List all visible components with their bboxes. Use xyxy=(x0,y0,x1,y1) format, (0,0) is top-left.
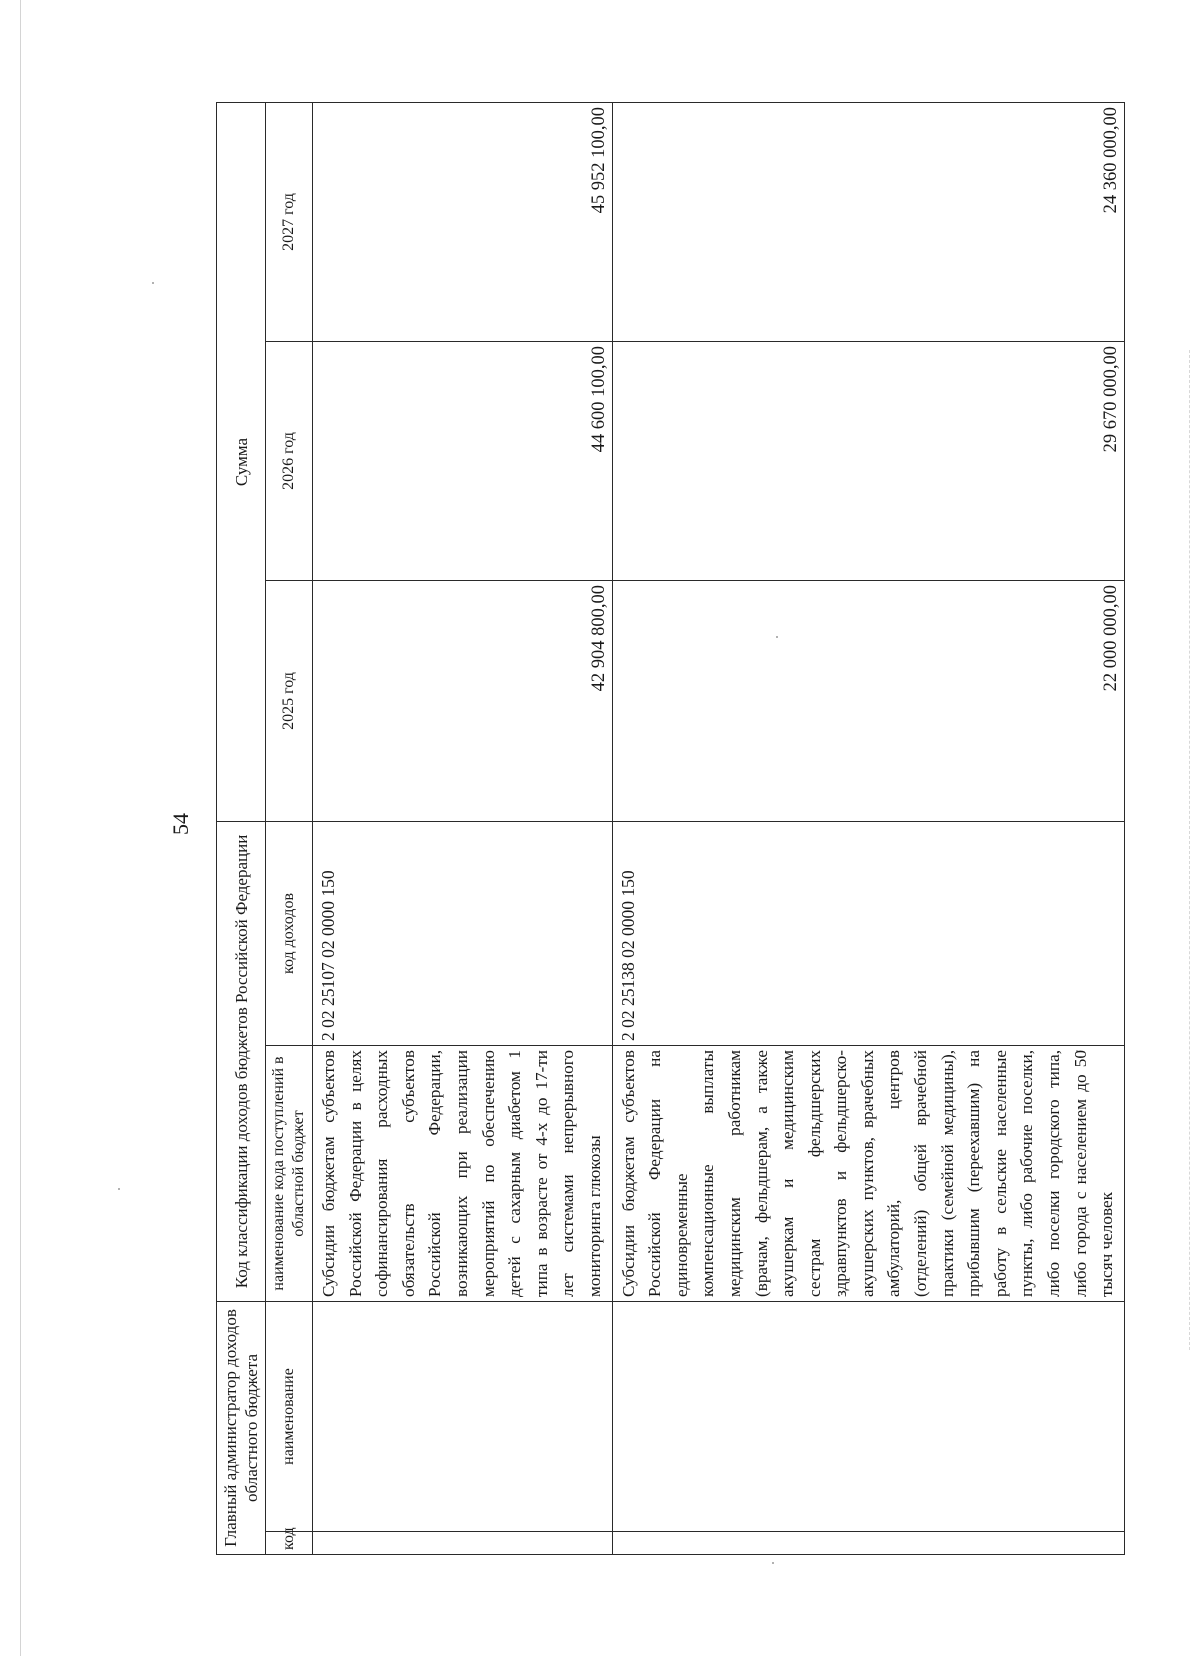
table-row xyxy=(612,102,1124,1554)
header-classification: Код классификации доходов бюджетов Российской Федерации xyxy=(217,821,266,1301)
header-col-name: наименование xyxy=(266,1302,313,1532)
income-code-cell: 2 02 25107 02 0000 150 xyxy=(313,821,613,1045)
header-year-2027: 2027 год xyxy=(266,102,313,341)
income-name-cell: Субсидии бюджетам субъектов Российской Федерации в целях софинансирования расходных обязательств субъектов Российской Федерации, возникающих при реализации мероприятий по обеспечению детей с сахарным диабетом 1 типа в возрасте от 4-х до 17-ти лет системами непрерывного мониторинга глюкозы xyxy=(313,1046,613,1302)
header-sum: Сумма xyxy=(217,102,266,821)
admin-code-cell xyxy=(313,1532,613,1555)
header-col-income-code: код доходов xyxy=(266,821,313,1045)
income-code-cell: 2 02 25138 02 0000 150 xyxy=(612,821,1124,1045)
amount-2026: 29 670 000,00 xyxy=(612,341,1124,580)
table-row xyxy=(313,102,613,1554)
amount-2027: 45 952 100,00 xyxy=(313,102,613,341)
budget-income-table xyxy=(216,102,1125,1555)
admin-name-cell xyxy=(612,1302,1124,1532)
header-year-2025: 2025 год xyxy=(266,580,313,821)
header-col-income-name: наименование кода поступлений в областной бюджет xyxy=(266,1046,313,1302)
amount-2025: 22 000 000,00 xyxy=(612,580,1124,821)
header-row-1 xyxy=(217,102,266,1554)
amount-2026: 44 600 100,00 xyxy=(313,341,613,580)
header-admin: Главный администратор доходов областного бюджета xyxy=(217,1302,266,1555)
income-name-cell: Субсидии бюджетам субъектов Российской Федерации на единовременные компенсационные выплаты медицинским работникам (врачам, фельдшерам, а также акушеркам и медицинским сестрам фельдшерских здравпунктов и фельдшерско-акушерских пунктов, врачебных амбулаторий, центров (отделений) общей врачебной практики (семейной медицины), прибывшим (переехавшим) на работу в сельские населенные пункты, либо рабочие поселки, либо поселки городского типа, либо города с населением до 50 тысяч человек xyxy=(612,1046,1124,1302)
amount-2025: 42 904 800,00 xyxy=(313,580,613,821)
header-col-code: код xyxy=(266,1532,313,1555)
header-year-2026: 2026 год xyxy=(266,341,313,580)
admin-name-cell xyxy=(313,1302,613,1532)
amount-2027: 24 360 000,00 xyxy=(612,102,1124,341)
page-number: 54 xyxy=(168,813,193,835)
header-row-2 xyxy=(266,102,313,1554)
admin-code-cell xyxy=(612,1532,1124,1555)
